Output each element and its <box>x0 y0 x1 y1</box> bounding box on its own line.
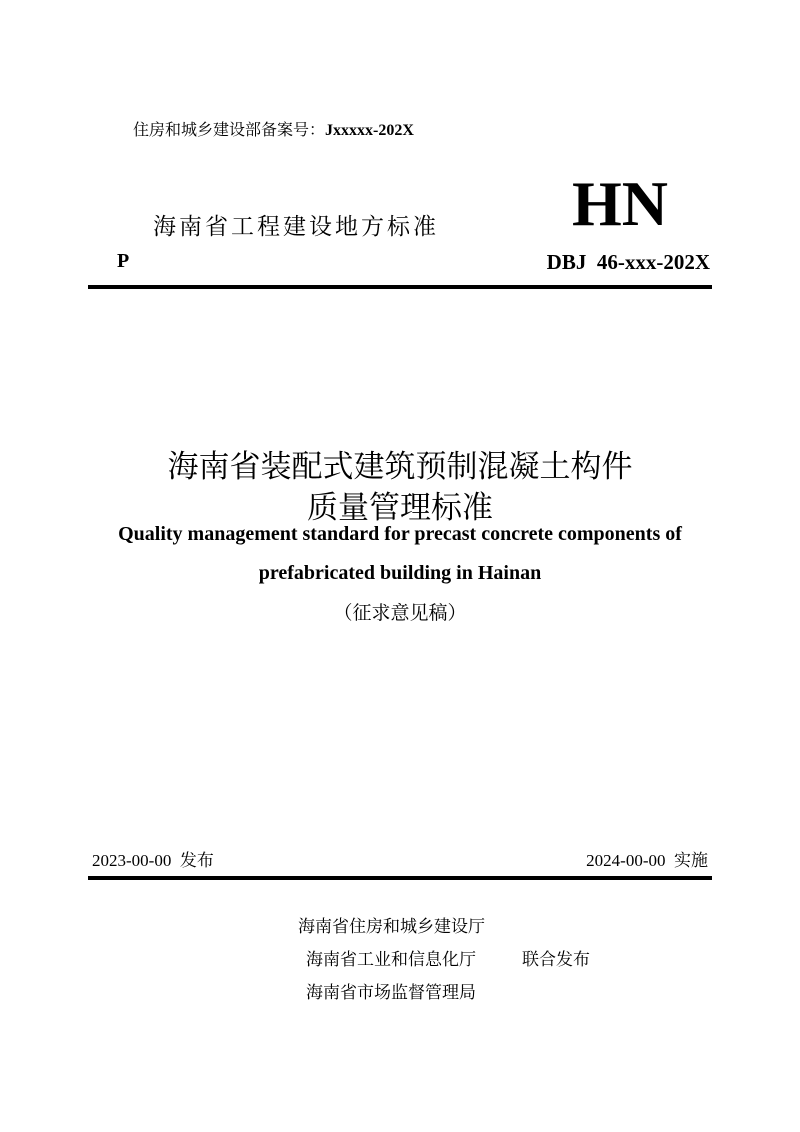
classification-letter: P <box>117 250 130 272</box>
issue-date: 2023-00-00 发布 <box>92 851 214 870</box>
title-chinese-line-1: 海南省装配式建筑预制混凝土构件 <box>167 449 633 485</box>
region-mark: HN <box>572 168 668 239</box>
filing-record-label: 住房和城乡建设部备案号： <box>133 122 326 139</box>
top-divider-rule <box>88 285 712 289</box>
bottom-divider-rule <box>88 876 712 880</box>
title-english-line-1: Quality management standard for precast concrete components of <box>118 523 682 545</box>
issuer-housing-department: 海南省住房和城乡建设厅 <box>298 917 485 936</box>
standard-type-heading: 海南省工程建设地方标准 <box>153 214 439 240</box>
issuer-market-regulation-bureau: 海南省市场监督管理局 <box>306 983 476 1002</box>
title-chinese-line-2: 质量管理标准 <box>307 490 493 526</box>
joint-issue-label: 联合发布 <box>522 950 590 969</box>
implementation-date: 2024-00-00 实施 <box>586 851 708 870</box>
filing-record-number <box>133 117 414 140</box>
title-english-line-2: prefabricated building in Hainan <box>258 562 542 584</box>
standard-code: DBJ 46-xxx-202X <box>546 250 710 274</box>
issuer-industry-department: 海南省工业和信息化厅 <box>306 950 476 969</box>
filing-record-code: Jxxxxx-202X <box>325 122 414 139</box>
draft-status-note: （征求意见稿） <box>333 602 467 624</box>
